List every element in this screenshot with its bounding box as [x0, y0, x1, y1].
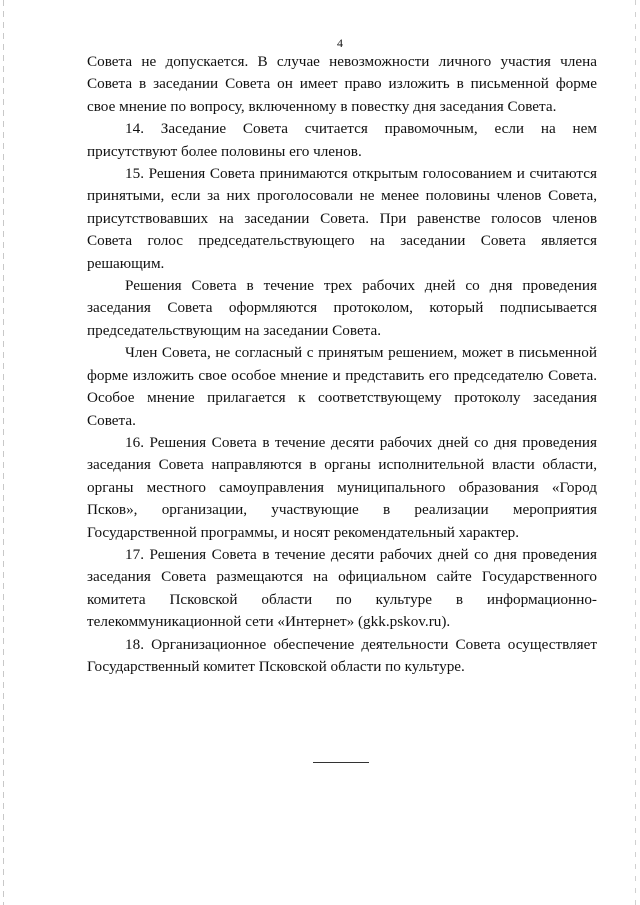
paragraph-14: 14. Заседание Совета считается правомочным, если на нем присутствуют более половины его членов. — [87, 120, 597, 160]
scan-edge-left — [3, 0, 4, 905]
paragraph-15-dissent: Член Совета, не согласный с принятым решением, может в письменной форме изложить свое особое мнение и представить его председателю Совета. Особое мнение прилагается к соответствующему протоколу заседания Совета. — [87, 344, 597, 429]
paragraph-13-continuation: Совета не допускается. В случае невозможности личного участия члена Совета в заседании Совета он имеет право изложить в письменной форме свое мнение по вопросу, включенному в повестку дня заседания Совета. — [87, 53, 597, 115]
paragraph-15-protocol: Решения Совета в течение трех рабочих дней со дня проведения заседания Совета оформляются протоколом, который подписывается председательствующим на заседании Совета. — [87, 277, 597, 339]
end-separator-line — [313, 762, 369, 763]
paragraph-15: 15. Решения Совета принимаются открытым голосованием и считаются принятыми, если за них проголосовали не менее половины членов Совета, присутствовавших на заседании Совета. При равенстве голосов членов Совета голос председательствующего на заседании Совета является решающим. — [87, 165, 597, 272]
page-number: 4 — [337, 36, 343, 50]
document-body — [87, 51, 597, 678]
paragraph-16: 16. Решения Совета в течение десяти рабочих дней со дня проведения заседания Совета направляются в органы исполнительной власти области, органы местного самоуправления муниципального образования «Город Псков», организации, участвующие в реализации мероприятия Государственной программы, и носят рекомендательный характер. — [87, 433, 597, 541]
scan-edge-right — [635, 0, 636, 905]
paragraph-18: 18. Организационное обеспечение деятельности Совета осуществляет Государственный комитет Псковской области по культуре. — [87, 635, 597, 675]
paragraph-17: 17. Решения Совета в течение десяти рабочих дней со дня проведения заседания Совета размещаются на официальном сайте Государственного комитета Псковской области по культуре в информационно-телекоммуникационной сети «Интернет» (gkk.pskov.ru). — [87, 545, 597, 631]
